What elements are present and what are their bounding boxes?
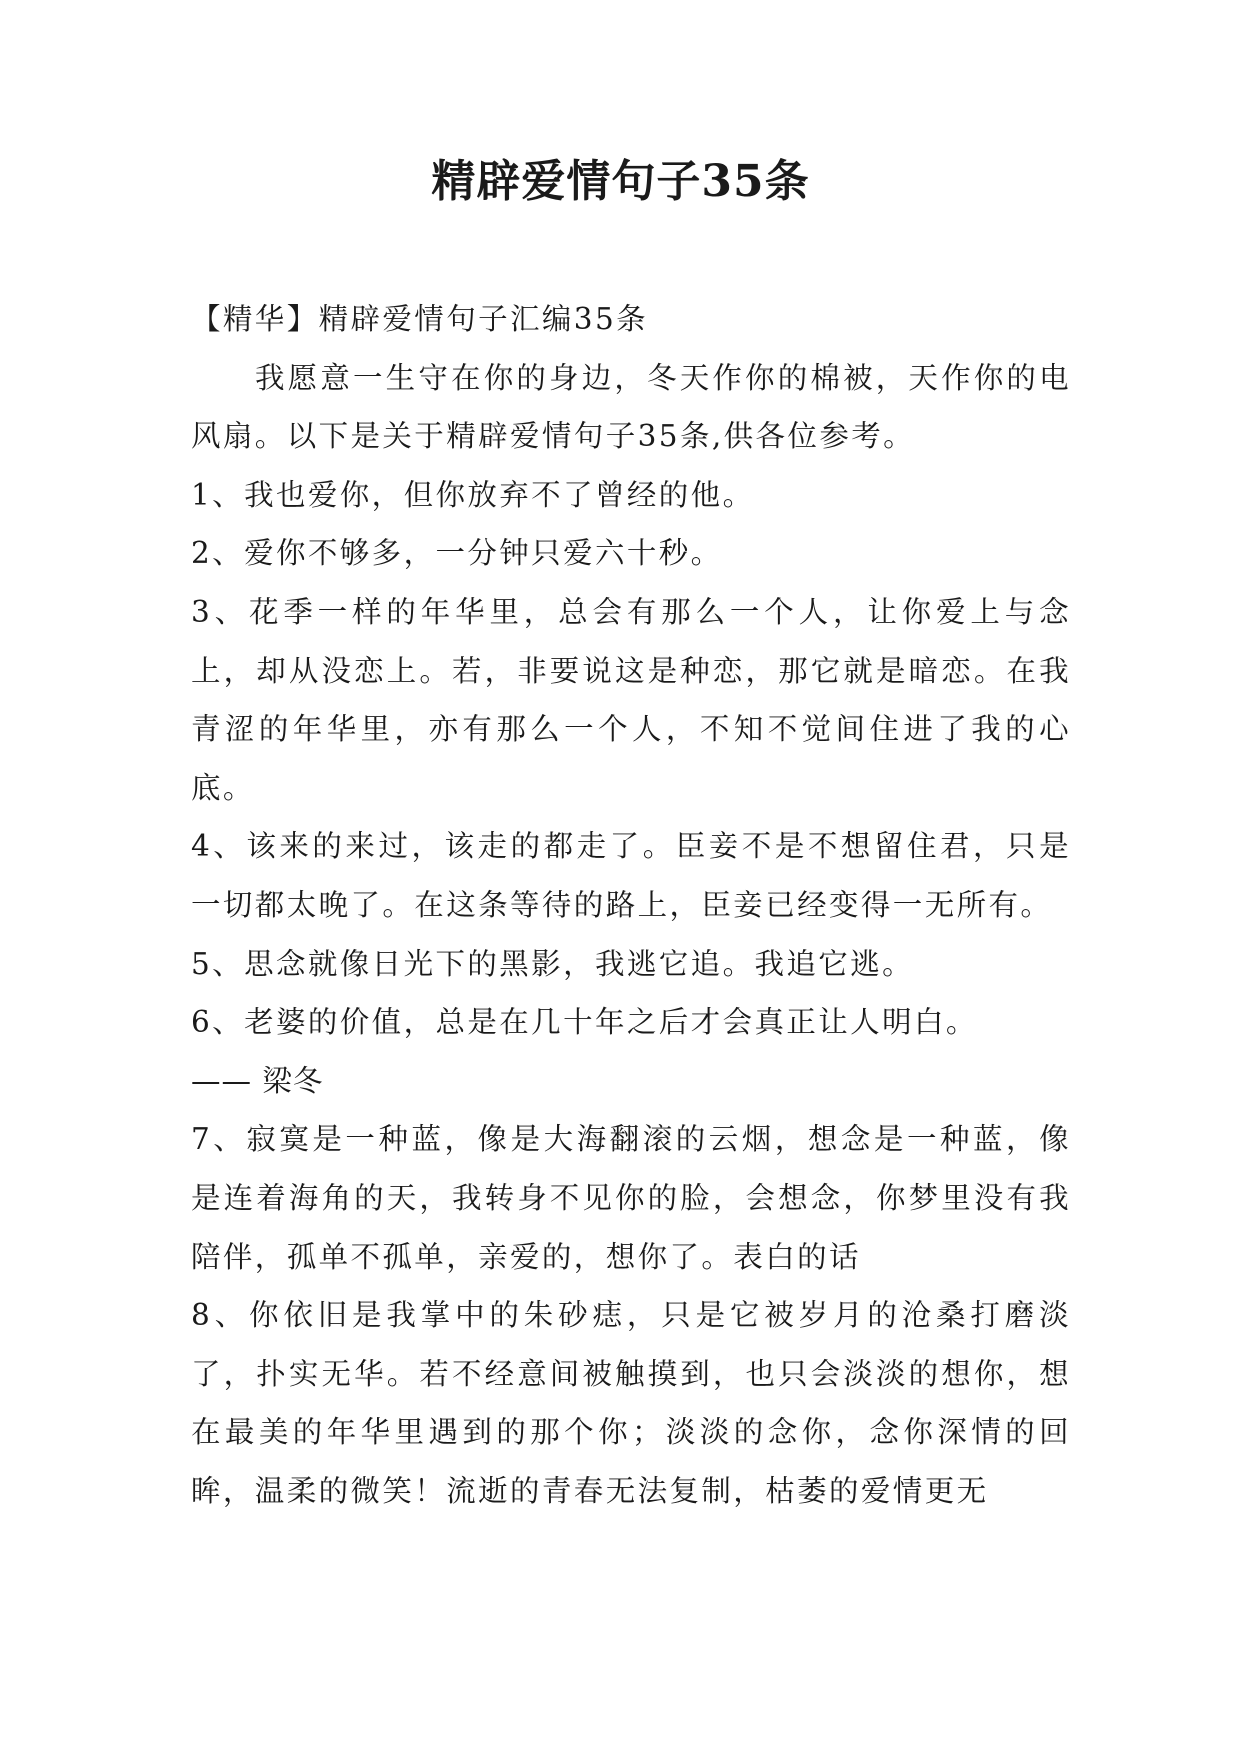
list-item: 5、思念就像日光下的黑影，我逃它追。我追它逃。 <box>191 946 914 981</box>
list-item: 2、爱你不够多，一分钟只爱六十秒。 <box>191 536 723 571</box>
list-item: 1、我也爱你，但你放弃不了曾经的他。 <box>191 477 755 512</box>
quote-attribution: —— 梁冬 <box>191 1063 324 1098</box>
list-item: 3、花季一样的年华里，总会有那么一个人，让你爱上与念上，却从没恋上。若，非要说这是种恋，那它就是暗恋。在我青涩的年华里，亦有那么一个人，不知不觉间住进了我的心底。 <box>191 594 1071 805</box>
list-item: 8、你依旧是我掌中的朱砂痣，只是它被岁月的沧桑打磨淡了，扑实无华。若不经意间被触摸到，也只会淡淡的想你，想在最美的年华里遇到的那个你；淡淡的念你，念你深情的回眸，温柔的微笑！流逝的青春无法复制，枯萎的爱情更无 <box>191 1298 1071 1508</box>
document-title: 精辟爱情句子35条 <box>431 156 810 207</box>
document-body <box>191 290 1071 1520</box>
list-item: 6、老婆的价值，总是在几十年之后才会真正让人明白。 <box>191 1005 978 1040</box>
document-subtitle: 【精华】精辟爱情句子汇编35条 <box>191 302 649 336</box>
list-item: 4、该来的来过，该走的都走了。臣妾不是不想留住君，只是一切都太晚了。在这条等待的路上，臣妾已经变得一无所有。 <box>191 829 1071 922</box>
list-item: 7、寂寞是一种蓝，像是大海翻滚的云烟，想念是一种蓝，像是连着海角的天，我转身不见你的脸，会想念，你梦里没有我陪伴，孤单不孤单，亲爱的，想你了。表白的话 <box>191 1122 1071 1274</box>
intro-paragraph: 我愿意一生守在你的身边，冬天作你的棉被，天作你的电风扇。以下是关于精辟爱情句子35条,供各位参考。 <box>191 360 1071 454</box>
